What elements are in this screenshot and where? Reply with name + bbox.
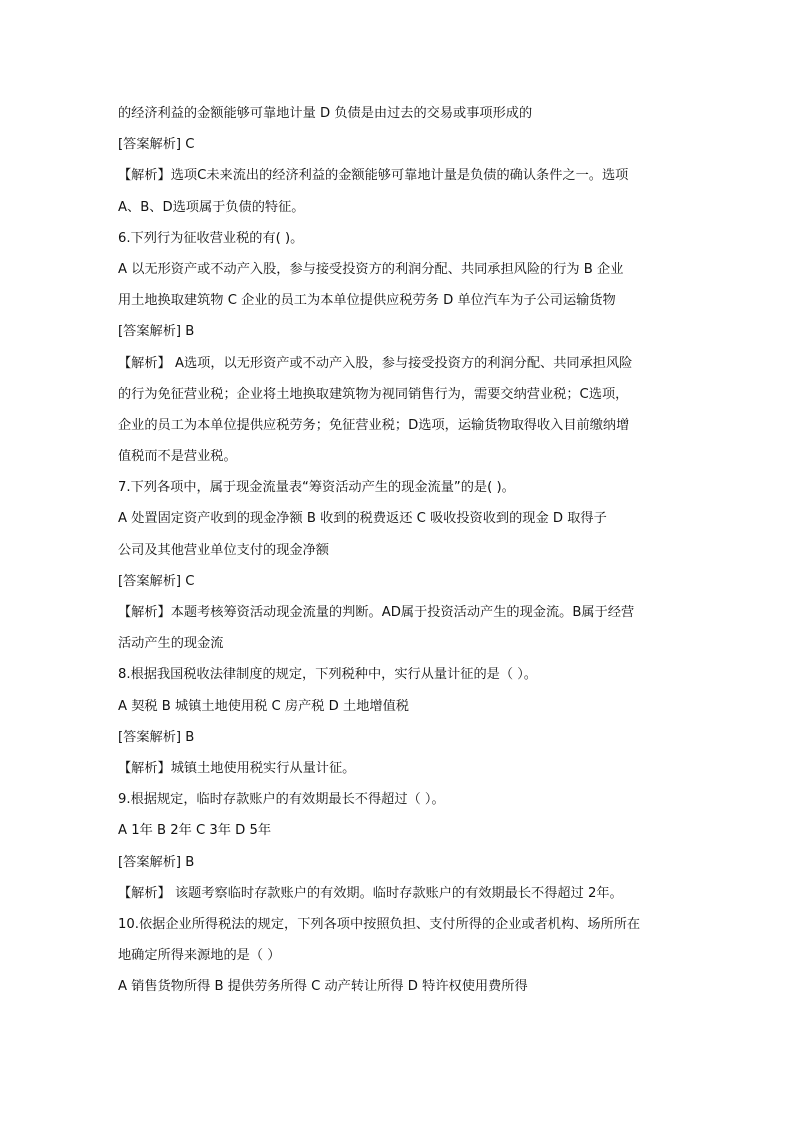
answer-label: [答案解析] B [118, 324, 195, 340]
answer-label: [答案解析] B [118, 729, 195, 745]
explanation-line: A、B、D选项属于负债的特征。 [118, 199, 305, 215]
options-line: A 以无形资产或不动产入股，参与接受投资方的利润分配、共同承担风险的行为 B 企业 [118, 261, 624, 277]
options-line: A 处置固定资产收到的现金净额 B 收到的税费返还 C 吸收投资收到的现金 D 取得子 [118, 511, 607, 527]
answer-label: [答案解析] C [118, 137, 195, 153]
text-line: 的经济利益的金额能够可靠地计量 D 负债是由过去的交易或事项形成的 [118, 106, 533, 121]
options-line: A 契税 B 城镇土地使用税 C 房产税 D 土地增值税 [118, 698, 409, 714]
question-line: 地确定所得来源地的是（ ） [118, 948, 281, 964]
options-line: A 销售货物所得 B 提供劳务所得 C 动产转让所得 D 特许权使用费所得 [118, 979, 528, 995]
explanation-line: 【解析】 A选项，以无形资产或不动产入股，参与接受投资方的利润分配、共同承担风险 [118, 355, 633, 371]
options-line: 公司及其他营业单位支付的现金净额 [118, 542, 329, 558]
explanation-line: 的行为免征营业税；企业将土地换取建筑物为视同销售行为，需要交纳营业税；C选项， [118, 386, 629, 402]
options-line: 用土地换取建筑物 C 企业的员工为本单位提供应税劳务 D 单位汽车为子公司运输货物 [118, 293, 616, 309]
question-line: 6.下列行为征收营业税的有( )。 [118, 230, 304, 246]
answer-label: [答案解析] B [118, 854, 195, 870]
options-line: A 1年 B 2年 C 3年 D 5年 [118, 823, 272, 839]
question-line: 8.根据我国税收法律制度的规定，下列税种中，实行从量计征的是（ ）。 [118, 667, 537, 683]
question-line: 7.下列各项中，属于现金流量表“筹资活动产生的现金流量”的是( )。 [118, 480, 515, 496]
explanation-line: 【解析】本题考核筹资活动现金流量的判断。AD属于投资活动产生的现金流。B属于经营 [118, 605, 635, 620]
document-page [118, 98, 678, 1002]
explanation-line: 【解析】城镇土地使用税实行从量计征。 [118, 760, 356, 776]
question-line: 10.依据企业所得税法的规定，下列各项中按照负担、支付所得的企业或者机构、场所所在 [118, 916, 641, 932]
explanation-line: 活动产生的现金流 [118, 636, 224, 652]
explanation-line: 【解析】选项C未来流出的经济利益的金额能够可靠地计量是负债的确认条件之一。选项 [118, 168, 629, 184]
explanation-line: 企业的员工为本单位提供应税劳务；免征营业税；D选项，运输货物取得收入目前缴纳增 [118, 417, 630, 433]
explanation-line: 值税而不是营业税。 [118, 449, 237, 465]
question-line: 9.根据规定，临时存款账户的有效期最长不得超过（ ）。 [118, 792, 445, 808]
answer-label: [答案解析] C [118, 573, 195, 589]
explanation-line: 【解析】 该题考察临时存款账户的有效期。临时存款账户的有效期最长不得超过 2年。 [118, 885, 623, 901]
